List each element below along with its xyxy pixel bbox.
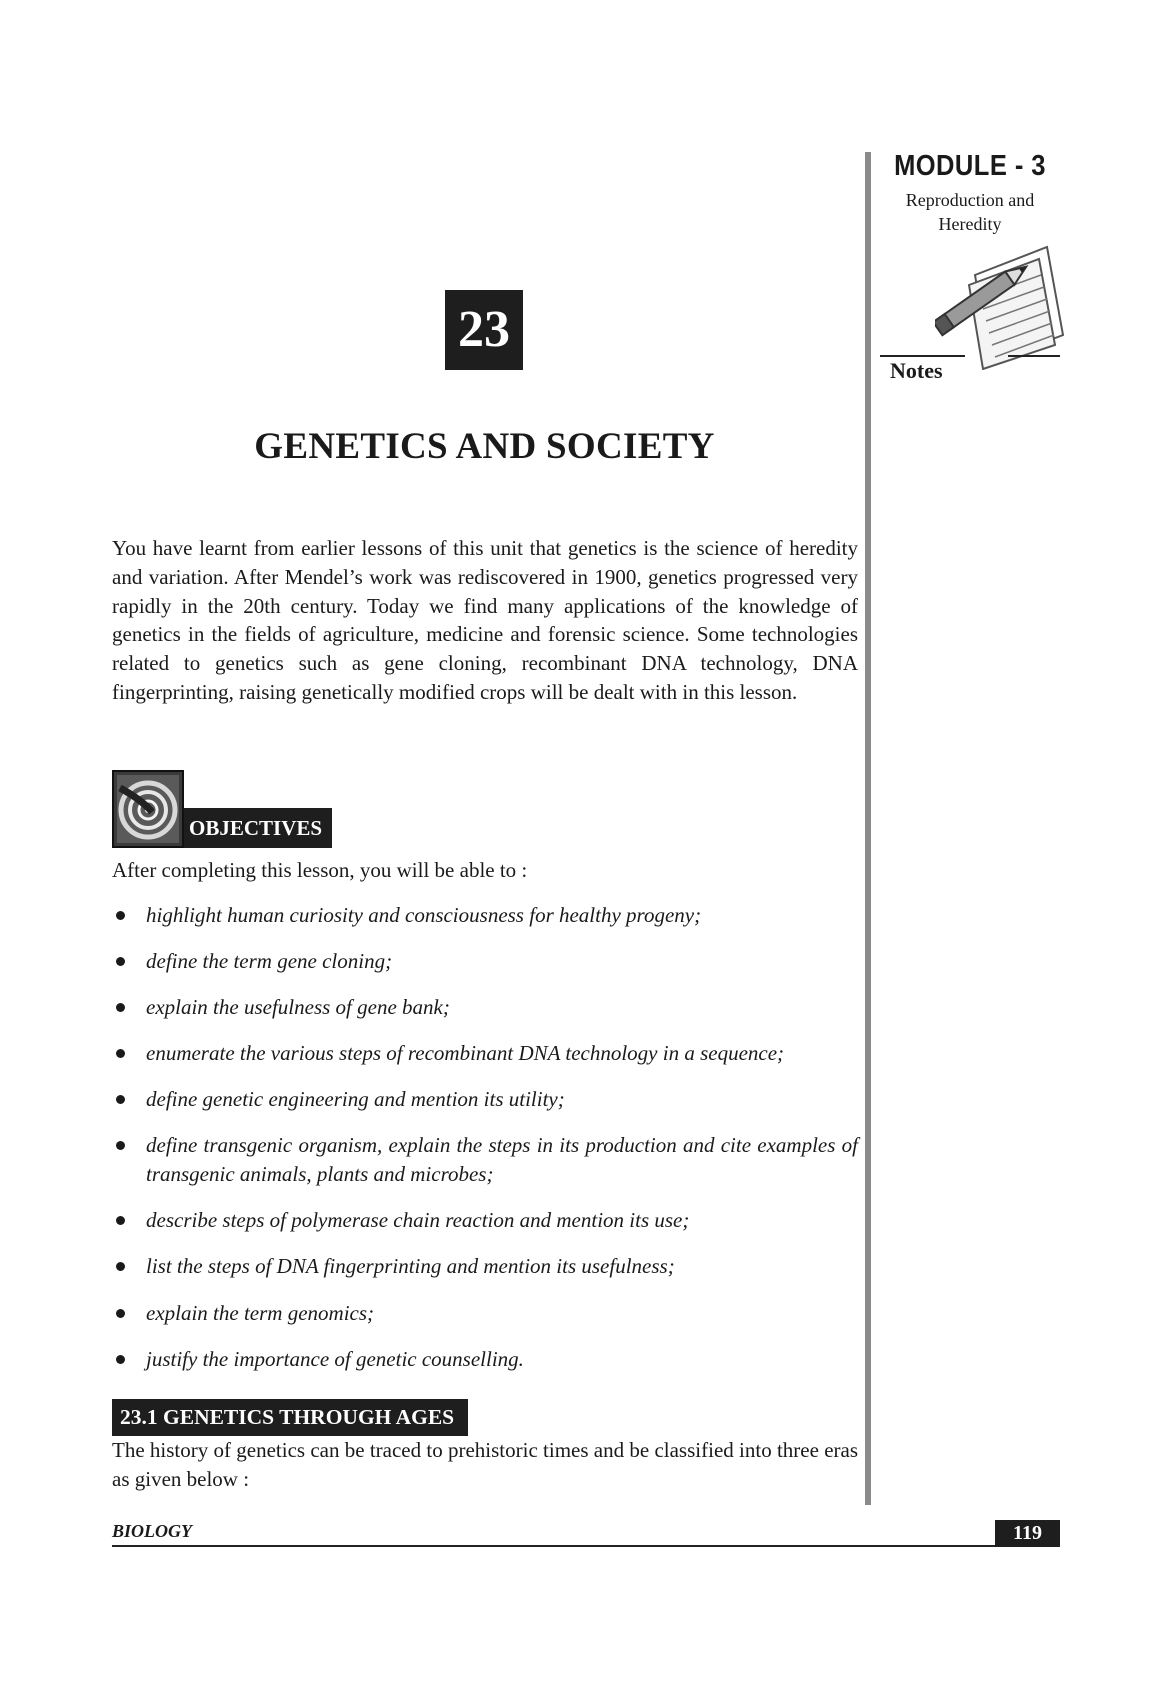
objective-item: define transgenic organism, explain the steps in its production and cite examples of transgenic animals, plants and microbes; [112, 1131, 858, 1189]
objectives-intro: After completing this lesson, you will be able to : [112, 858, 528, 882]
module-subtitle-line1: Reproduction and [905, 190, 1035, 210]
objectives-label: OBJECTIVES [184, 808, 332, 848]
objectives-list [112, 901, 858, 1391]
notes-rule-left [880, 355, 965, 357]
margin-vertical-rule [865, 152, 871, 1505]
module-title: MODULE - 3 [894, 150, 1046, 182]
module-subtitle-line2: Heredity [938, 214, 1002, 234]
objective-item: enumerate the various steps of recombinant DNA technology in a sequence; [112, 1039, 858, 1068]
section-paragraph: The history of genetics can be traced to prehistoric times and be classified into three eras as given below : [112, 1438, 858, 1491]
footer-rule [112, 1545, 1060, 1547]
objective-item: explain the usefulness of gene bank; [112, 993, 858, 1022]
objective-item: highlight human curiosity and consciousness for healthy progeny; [112, 901, 858, 930]
notes-label: Notes [890, 358, 943, 383]
page-number: 119 [995, 1520, 1060, 1547]
notes-rule-right [1008, 355, 1060, 357]
objective-item: explain the term genomics; [112, 1299, 858, 1328]
objective-item: define the term gene cloning; [112, 947, 858, 976]
objective-item: list the steps of DNA fingerprinting and mention its usefulness; [112, 1252, 858, 1281]
objectives-target-icon [112, 770, 184, 848]
objective-item: define genetic engineering and mention its utility; [112, 1085, 858, 1114]
chapter-number: 23 [445, 290, 523, 370]
notepad-pencil-icon [935, 245, 1065, 370]
objective-item: describe steps of polymerase chain reaction and mention its use; [112, 1206, 858, 1235]
module-subtitle [880, 188, 1060, 236]
intro-paragraph: You have learnt from earlier lessons of this unit that genetics is the science of heredity and variation. After Mendel’s work was rediscovered in 1900, genetics progressed very rapidly in the 20th century. Today we find many applications of the knowledge of genetics in the fields of agriculture, medicine and forensic science. Some technologies related to genetics such as gene cloning, recombinant DNA technology, DNA fingerprinting, raising genetically modified crops will be dealt with in this lesson. [112, 536, 858, 704]
footer-subject: BIOLOGY [112, 1521, 192, 1541]
chapter-title: GENETICS AND SOCIETY [254, 426, 715, 467]
objective-item: justify the importance of genetic counselling. [112, 1345, 858, 1374]
section-heading: 23.1 GENETICS THROUGH AGES [112, 1399, 468, 1436]
